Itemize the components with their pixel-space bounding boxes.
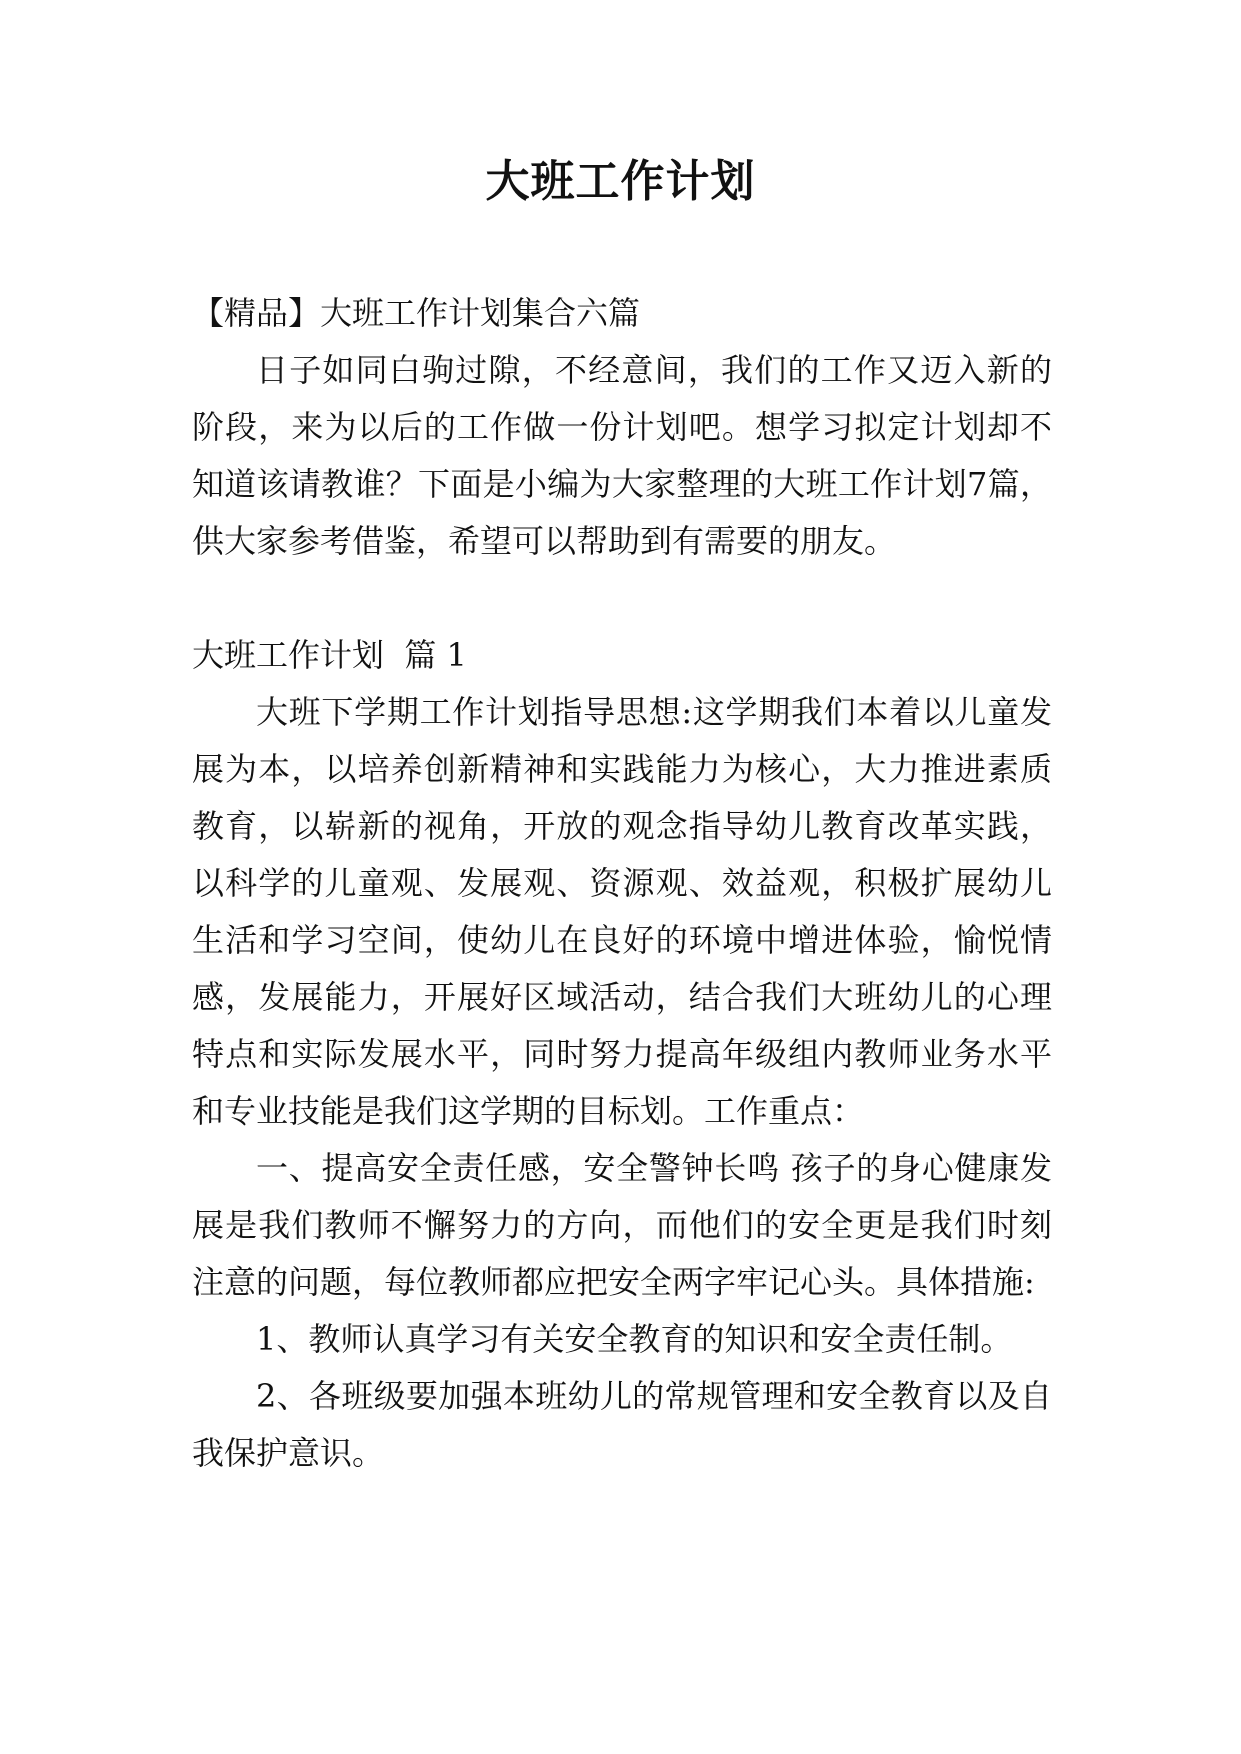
- document-title: 大班工作计划: [485, 156, 756, 207]
- section-heading: 大班工作计划 篇 1: [192, 636, 467, 674]
- document-subtitle: 【精品】大班工作计划集合六篇: [192, 294, 641, 332]
- intro-paragraph: 日子如同白驹过隙，不经意间，我们的工作又迈入新的阶段，来为以后的工作做一份计划吧。想学习拟定计划却不知道该请教谁？下面是小编为大家整理的大班工作计划7篇，供大家参考借鉴，希望可以帮助到有需要的朋友。: [192, 351, 1052, 560]
- body-paragraph: 大班下学期工作计划指导思想:这学期我们本着以儿童发展为本，以培养创新精神和实践能力为核心，大力推进素质教育，以崭新的视角，开放的观念指导幼儿教育改革实践，以科学的儿童观、发展观、资源观、效益观，积极扩展幼儿生活和学习空间，使幼儿在良好的环境中增进体验，愉悦情感，发展能力，开展好区域活动，结合我们大班幼儿的心理特点和实际发展水平，同时努力提高年级组内教师业务水平和专业技能是我们这学期的目标划。工作重点：: [192, 693, 1052, 1130]
- body-paragraph: 1、教师认真学习有关安全教育的知识和安全责任制。: [256, 1320, 1013, 1358]
- paragraph-spacer: [192, 570, 1052, 627]
- document-body: [192, 285, 1052, 1482]
- body-paragraph: 2、各班级要加强本班幼儿的常规管理和安全教育以及自我保护意识。: [192, 1377, 1052, 1472]
- body-paragraph: 一、提高安全责任感，安全警钟长鸣 孩子的身心健康发展是我们教师不懈努力的方向，而他们的安全更是我们时刻注意的问题，每位教师都应把安全两字牢记心头。具体措施:: [192, 1149, 1052, 1301]
